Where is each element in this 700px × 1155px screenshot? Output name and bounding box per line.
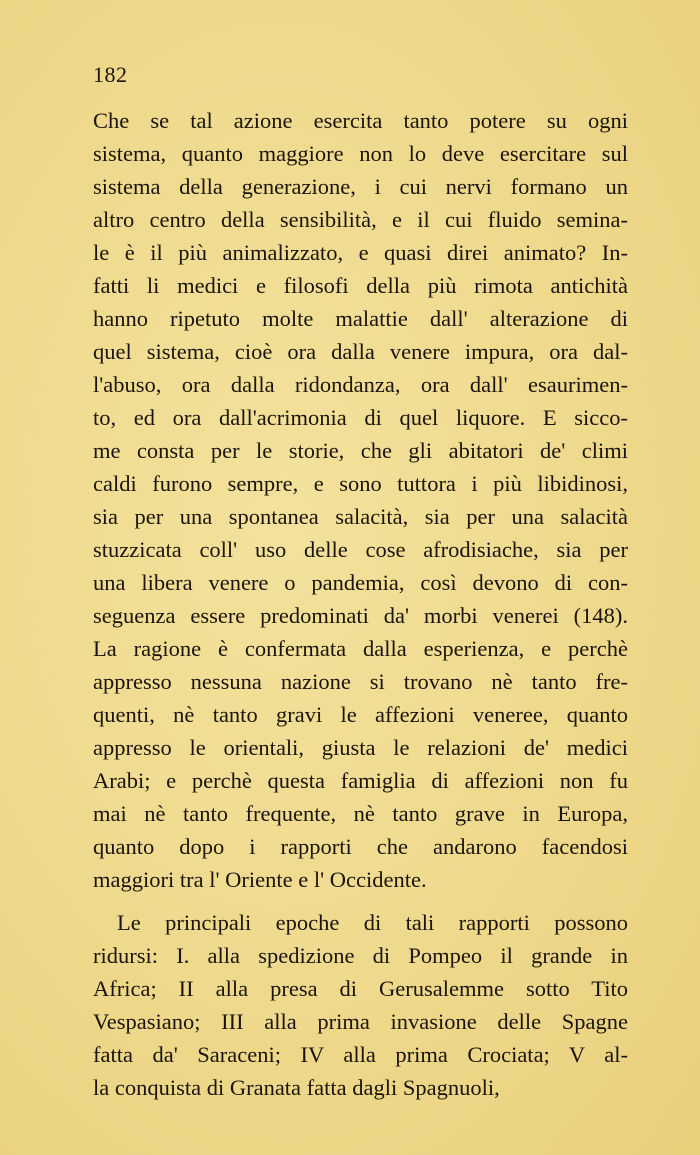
- text-line: La ragione è confermata dalla esperienza, e perchè: [93, 636, 628, 661]
- text-line: mai nè tanto frequente, nè tanto grave in Europa,: [93, 801, 628, 826]
- text-line: altro centro della sensibilità, e il cui fluido semina-: [93, 207, 628, 232]
- text-line: appresso le orientali, giusta le relazioni de' medici: [93, 735, 628, 760]
- text-line: sistema della generazione, i cui nervi formano un: [93, 174, 628, 199]
- text-line: Che se tal azione esercita tanto potere su ogni: [93, 108, 628, 133]
- text-line: Arabi; e perchè questa famiglia di affezioni non fu: [93, 768, 628, 793]
- text-line: Vespasiano; III alla prima invasione delle Spagne: [93, 1009, 628, 1034]
- paragraph-2: [93, 906, 628, 1104]
- text-line: Le principali epoche di tali rapporti possono: [117, 910, 628, 935]
- text-line: quanto dopo i rapporti che andarono facendosi: [93, 834, 628, 859]
- text-line: l'abuso, ora dalla ridondanza, ora dall' esaurimen-: [93, 372, 628, 397]
- paragraph-gap: [93, 896, 628, 906]
- text-line: sia per una spontanea salacità, sia per una salacità: [93, 504, 628, 529]
- text-line: me consta per le storie, che gli abitatori de' climi: [93, 438, 628, 463]
- text-line: seguenza essere predominati da' morbi venerei (148).: [93, 603, 628, 628]
- text-line: caldi furono sempre, e sono tuttora i più libidinosi,: [93, 471, 628, 496]
- text-line: stuzzicata coll' uso delle cose afrodisiache, sia per: [93, 537, 628, 562]
- paragraph-1: [93, 104, 628, 896]
- body-text: [93, 104, 628, 1104]
- text-line: fatti li medici e filosofi della più rimota antichità: [93, 273, 628, 298]
- text-line: una libera venere o pandemia, così devono di con-: [93, 570, 628, 595]
- text-line: Africa; II alla presa di Gerusalemme sotto Tito: [93, 976, 628, 1001]
- text-line: le è il più animalizzato, e quasi direi animato? In-: [93, 240, 628, 265]
- text-line: maggiori tra l' Oriente e l' Occidente.: [93, 867, 427, 892]
- text-line: quenti, nè tanto gravi le affezioni veneree, quanto: [93, 702, 628, 727]
- text-line: la conquista di Granata fatta dagli Spagnuoli,: [93, 1075, 500, 1100]
- text-line: fatta da' Saraceni; IV alla prima Crociata; V al-: [93, 1042, 628, 1067]
- text-line: to, ed ora dall'acrimonia di quel liquore. E sicco-: [93, 405, 628, 430]
- page-number: 182: [93, 62, 128, 87]
- text-line: appresso nessuna nazione si trovano nè tanto fre-: [93, 669, 628, 694]
- text-line: sistema, quanto maggiore non lo deve esercitare sul: [93, 141, 628, 166]
- text-line: quel sistema, cioè ora dalla venere impura, ora dal-: [93, 339, 628, 364]
- text-line: ridursi: I. alla spedizione di Pompeo il grande in: [93, 943, 628, 968]
- text-line: hanno ripetuto molte malattie dall' alterazione di: [93, 306, 628, 331]
